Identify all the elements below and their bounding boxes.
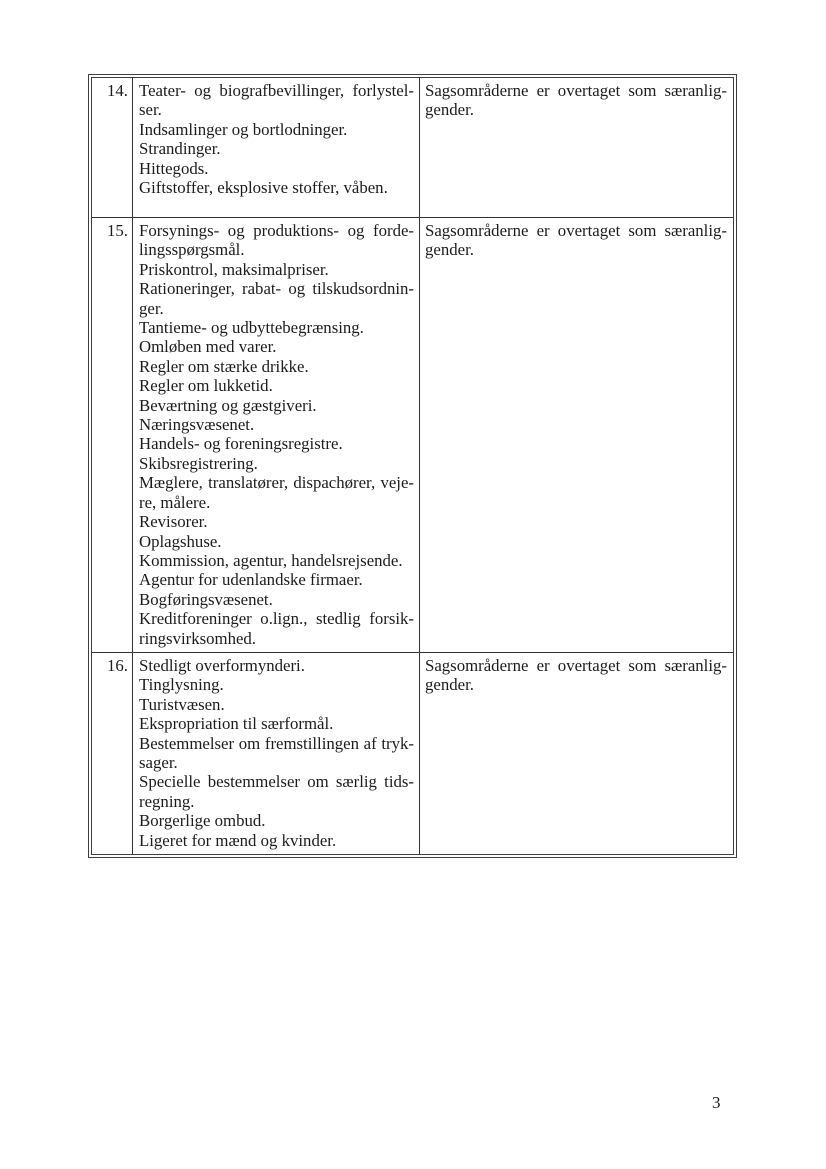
subject-line: Regler om stærke drikke. — [139, 356, 309, 376]
subject-line: Kreditforeninger o.lign., stedlig forsik- — [139, 609, 414, 629]
status-cell — [420, 653, 733, 854]
subjects-cell — [133, 653, 420, 854]
subject-line: Bogføringsvæsenet. — [139, 589, 273, 609]
subject-line: Tinglysning. — [139, 675, 224, 695]
status-line: gender. — [425, 100, 474, 120]
subject-line: Tantieme- og udbyttebegrænsing. — [139, 318, 364, 338]
subject-line: Næringsvæsenet. — [139, 415, 255, 435]
subject-line: Revisorer. — [139, 512, 208, 532]
status-cell — [420, 218, 733, 653]
subject-line: Hittegods. — [139, 158, 209, 178]
status-line: Sagsområderne er overtaget som særanlig- — [425, 221, 727, 240]
row-number-cell: 14. — [92, 78, 133, 218]
subject-line: Strandinger. — [139, 139, 221, 159]
subject-line: Teater- og biografbevillinger, forlystel- — [139, 81, 414, 100]
subject-line: Beværtning og gæstgiveri. — [139, 395, 317, 415]
jurisdiction-table — [88, 74, 737, 858]
subject-line: Indsamlinger og bortlodninger. — [139, 119, 348, 139]
subject-line: ser. — [139, 100, 162, 120]
row-number-cell: 15. — [92, 218, 133, 653]
subject-line: re, målere. — [139, 492, 211, 512]
table-body — [92, 78, 733, 854]
subject-line: Priskontrol, maksimalpriser. — [139, 259, 329, 279]
status-line: Sagsområderne er overtaget som særanlig- — [425, 655, 727, 675]
subject-line: Bestemmelser om fremstillingen af tryk- — [139, 733, 414, 753]
subject-line: Ekspropriation til særformål. — [139, 714, 334, 734]
subject-line: Oplagshuse. — [139, 531, 222, 551]
status-line: Sagsområderne er overtaget som særanlig- — [425, 81, 727, 100]
subjects-cell — [133, 218, 420, 653]
subject-line: Specielle bestemmelser om særlig tids- — [139, 772, 414, 792]
subject-line: Rationeringer, rabat- og tilskudsordnin- — [139, 279, 414, 299]
subject-line: lingsspørgsmål. — [139, 240, 245, 260]
subject-line: Omløben med varer. — [139, 337, 277, 357]
status-line: gender. — [425, 240, 474, 260]
table-row — [92, 218, 733, 653]
subject-line: Kommission, agentur, handelsrejsende. — [139, 550, 403, 570]
table-row — [92, 78, 733, 218]
subject-line: Handels- og foreningsregistre. — [139, 434, 343, 454]
subject-line: Agentur for udenlandske firmaer. — [139, 570, 363, 590]
subject-line: Mæglere, translatører, dispachører, veje- — [139, 473, 414, 493]
page-number: 3 — [712, 1093, 721, 1112]
subject-line: Ligeret for mænd og kvinder. — [139, 830, 337, 850]
table-row — [92, 653, 733, 854]
subject-line: Borgerlige ombud. — [139, 811, 266, 831]
subject-line: ringsvirksomhed. — [139, 628, 256, 648]
subject-line: Skibsregistrering. — [139, 453, 258, 473]
subjects-cell — [133, 78, 420, 218]
subject-line: Regler om lukketid. — [139, 376, 273, 396]
subject-line: Giftstoffer, eksplosive stoffer, våben. — [139, 178, 388, 198]
subject-line: sager. — [139, 752, 178, 772]
status-line: gender. — [425, 675, 474, 695]
subject-line: ger. — [139, 298, 164, 318]
subject-line: Stedligt overformynderi. — [139, 655, 305, 675]
subject-line: Forsynings- og produktions- og forde- — [139, 221, 414, 240]
subject-line: Turistvæsen. — [139, 694, 225, 714]
subject-line: regning. — [139, 791, 195, 811]
row-number-cell: 16. — [92, 653, 133, 854]
status-cell — [420, 78, 733, 218]
